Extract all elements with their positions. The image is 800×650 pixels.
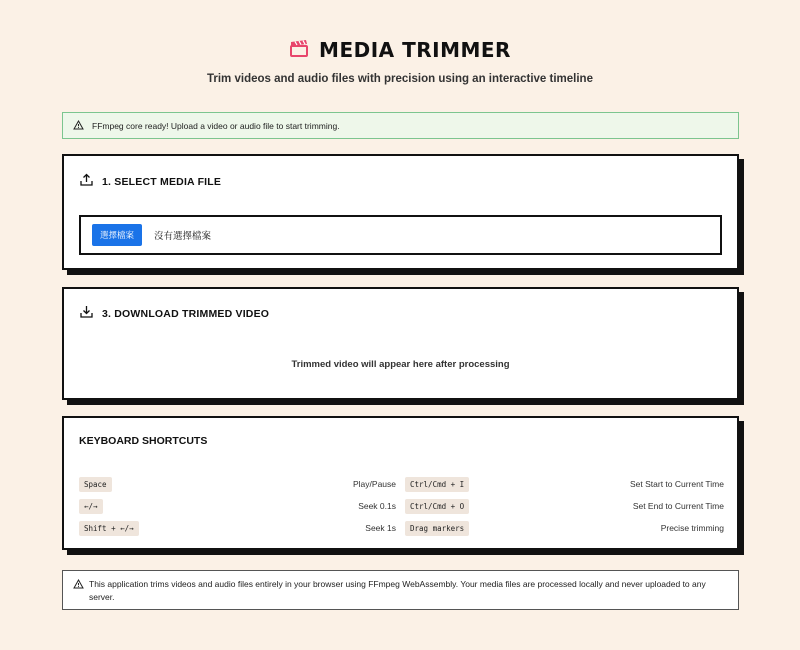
shortcuts-title: KEYBOARD SHORTCUTS	[79, 435, 208, 447]
shortcut-key: ←/→	[79, 499, 103, 514]
select-media-section	[62, 154, 739, 270]
shortcut-description: Play/Pause	[353, 479, 396, 489]
shortcut-description: Seek 1s	[365, 523, 396, 533]
shortcut-row	[79, 521, 724, 537]
page-header	[0, 36, 800, 85]
shortcut-key: Drag markers	[405, 521, 469, 536]
shortcut-description: Set Start to Current Time	[629, 479, 724, 489]
download-icon	[80, 305, 93, 323]
download-placeholder: Trimmed video will appear here after processing	[291, 359, 510, 370]
privacy-notice-text: This application trims videos and audio files entirely in your browser using FFmpeg WebAssembly. Your media files are processed locally and never uploaded to any server.	[89, 579, 706, 602]
page-title: MEDIA TRIMMER	[319, 38, 511, 62]
shortcut-description: Set End to Current Time	[632, 501, 724, 511]
shortcut-key: Space	[79, 477, 112, 492]
shortcut-row	[79, 499, 724, 515]
shortcut-key: Shift + ←/→	[79, 521, 139, 536]
choose-file-button[interactable]: 選擇檔案	[92, 224, 142, 246]
clapperboard-icon	[289, 39, 309, 62]
shortcut-row	[79, 477, 724, 493]
upload-icon	[80, 173, 93, 191]
status-banner-text: FFmpeg core ready! Upload a video or audio file to start trimming.	[92, 120, 340, 131]
keyboard-shortcuts-section	[62, 416, 739, 550]
page-subtitle: Trim videos and audio files with precision using an interactive timeline	[207, 73, 593, 85]
warning-icon	[73, 120, 84, 132]
status-banner	[62, 112, 739, 139]
file-input[interactable]	[79, 215, 722, 255]
file-status-text: 沒有選擇檔案	[154, 231, 212, 242]
privacy-notice	[62, 570, 739, 610]
shortcut-description: Seek 0.1s	[358, 501, 396, 511]
shortcut-key: Ctrl/Cmd + O	[405, 499, 469, 514]
shortcut-description: Precise trimming	[660, 523, 724, 533]
shortcut-key: Ctrl/Cmd + I	[405, 477, 469, 492]
download-section	[62, 287, 739, 400]
section-title: 1. SELECT MEDIA FILE	[102, 176, 222, 188]
warning-icon	[73, 579, 84, 593]
section-title: 3. DOWNLOAD TRIMMED VIDEO	[102, 308, 270, 320]
